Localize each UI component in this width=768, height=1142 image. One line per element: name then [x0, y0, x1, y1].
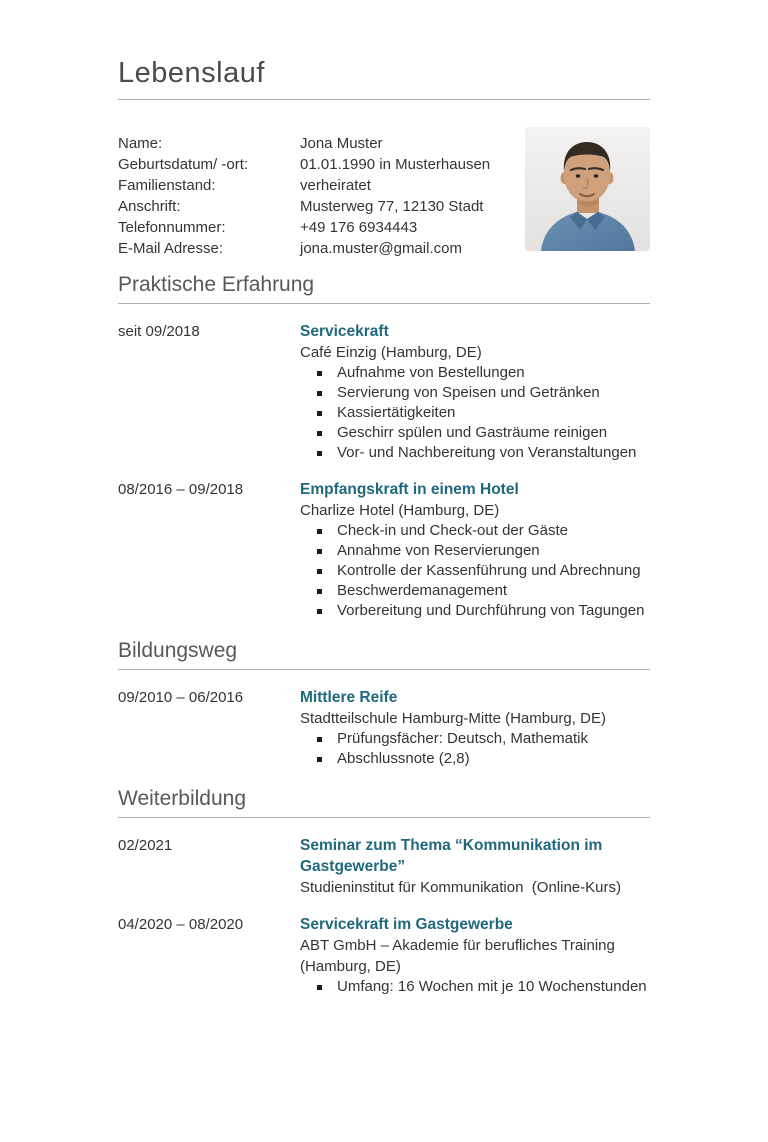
entry-body: [300, 321, 650, 463]
info-value: jona.muster@gmail.com: [300, 240, 462, 257]
info-label: Telefonnummer:: [118, 219, 226, 236]
bullet-text: Kassiertätigkeiten: [337, 404, 456, 421]
info-label: Anschrift:: [118, 198, 181, 215]
section-divider: [118, 817, 650, 818]
entry-title: Servicekraft im Gastgewerbe: [300, 916, 513, 933]
bullet-square-icon: [317, 589, 322, 594]
section-education: [118, 639, 650, 769]
section-heading: Weiterbildung: [118, 787, 247, 810]
bullet-list: [300, 729, 650, 769]
info-value: Jona Muster: [300, 135, 383, 152]
bullet-square-icon: [317, 391, 322, 396]
bullet-text: Vorbereitung und Durchführung von Tagungen: [337, 602, 645, 619]
bullet-list: [300, 521, 650, 621]
education-entry: [118, 687, 650, 769]
info-label: Geburtsdatum/ -ort:: [118, 156, 249, 173]
info-label: E-Mail Adresse:: [118, 240, 224, 257]
list-item: [300, 581, 650, 601]
bullet-square-icon: [317, 757, 322, 762]
entry-subtitle: Stadtteilschule Hamburg-Mitte (Hamburg, DE): [300, 710, 606, 727]
entry-subtitle: ABT GmbH – Akademie für berufliches Training (Hamburg, DE): [300, 937, 620, 975]
info-value: +49 176 6934443: [300, 219, 418, 236]
list-item: [300, 383, 650, 403]
bullet-square-icon: [317, 569, 322, 574]
bullet-text: Annahme von Reservierungen: [337, 542, 540, 559]
info-value: 01.01.1990 in Musterhausen: [300, 156, 491, 173]
entry-title: Servicekraft: [300, 323, 389, 340]
portrait-photo-icon: [525, 127, 650, 251]
bullet-text: Aufnahme von Bestellungen: [337, 364, 525, 381]
bullet-text: Vor- und Nachbereitung von Veranstaltungen: [337, 444, 637, 461]
entry-body: [300, 835, 650, 898]
list-item: [300, 521, 650, 541]
section-divider: [118, 669, 650, 670]
experience-entry: [118, 321, 650, 463]
section-further-training: [118, 787, 650, 997]
bullet-square-icon: [317, 985, 322, 990]
entry-subtitle: Café Einzig (Hamburg, DE): [300, 344, 482, 361]
page-title: Lebenslauf: [118, 57, 265, 89]
info-label: Name:: [118, 135, 163, 152]
bullet-text: Beschwerdemanagement: [337, 582, 508, 599]
profile-photo: [525, 127, 650, 251]
bullet-list: [300, 977, 650, 997]
list-item: [300, 749, 650, 769]
section-practical-experience: [118, 273, 650, 621]
entry-date: 04/2020 – 08/2020: [118, 916, 244, 933]
entry-subtitle: Studieninstitut für Kommunikation (Online-Kurs): [300, 879, 621, 896]
bullet-text: Check-in und Check-out der Gäste: [337, 522, 568, 539]
entry-date: 02/2021: [118, 837, 173, 854]
training-entry: [118, 914, 650, 997]
list-item: [300, 363, 650, 383]
bullet-square-icon: [317, 609, 322, 614]
bullet-text: Geschirr spülen und Gasträume reinigen: [337, 424, 608, 441]
bullet-square-icon: [317, 549, 322, 554]
list-item: [300, 541, 650, 561]
bullet-text: Servierung von Speisen und Getränken: [337, 384, 600, 401]
entry-date: seit 09/2018: [118, 323, 200, 340]
section-heading: Bildungsweg: [118, 639, 238, 662]
section-heading: Praktische Erfahrung: [118, 273, 315, 296]
training-entry: [118, 835, 650, 898]
bullet-list: [300, 363, 650, 463]
info-label: Familienstand:: [118, 177, 216, 194]
info-value: verheiratet: [300, 177, 371, 194]
list-item: [300, 561, 650, 581]
bullet-square-icon: [317, 737, 322, 742]
entry-date: 08/2016 – 09/2018: [118, 481, 244, 498]
entry-subtitle: Charlize Hotel (Hamburg, DE): [300, 502, 500, 519]
bullet-text: Umfang: 16 Wochen mit je 10 Wochenstunden: [337, 978, 647, 995]
bullet-square-icon: [317, 371, 322, 376]
list-item: [300, 443, 650, 463]
bullet-text: Abschlussnote (2,8): [337, 750, 470, 767]
bullet-text: Prüfungsfächer: Deutsch, Mathematik: [337, 730, 588, 747]
personal-info: [118, 133, 650, 259]
entry-body: [300, 687, 650, 769]
entry-title: Mittlere Reife: [300, 689, 398, 706]
entry-title: Empfangskraft in einem Hotel: [300, 481, 519, 498]
entry-date: 09/2010 – 06/2016: [118, 689, 244, 706]
title-divider: [118, 99, 650, 100]
experience-entry: [118, 479, 650, 621]
list-item: [300, 729, 650, 749]
bullet-square-icon: [317, 411, 322, 416]
list-item: [300, 977, 650, 997]
section-divider: [118, 303, 650, 304]
list-item: [300, 601, 650, 621]
bullet-square-icon: [317, 431, 322, 436]
entry-body: [300, 479, 650, 621]
list-item: [300, 423, 650, 443]
list-item: [300, 403, 650, 423]
entry-title: Seminar zum Thema “Kommunikation im Gastgewerbe”: [300, 837, 607, 875]
info-value: Musterweg 77, 12130 Stadt: [300, 198, 484, 215]
bullet-square-icon: [317, 529, 322, 534]
bullet-square-icon: [317, 451, 322, 456]
bullet-text: Kontrolle der Kassenführung und Abrechnung: [337, 562, 641, 579]
cv-page: [0, 56, 768, 1142]
entry-body: [300, 914, 650, 997]
